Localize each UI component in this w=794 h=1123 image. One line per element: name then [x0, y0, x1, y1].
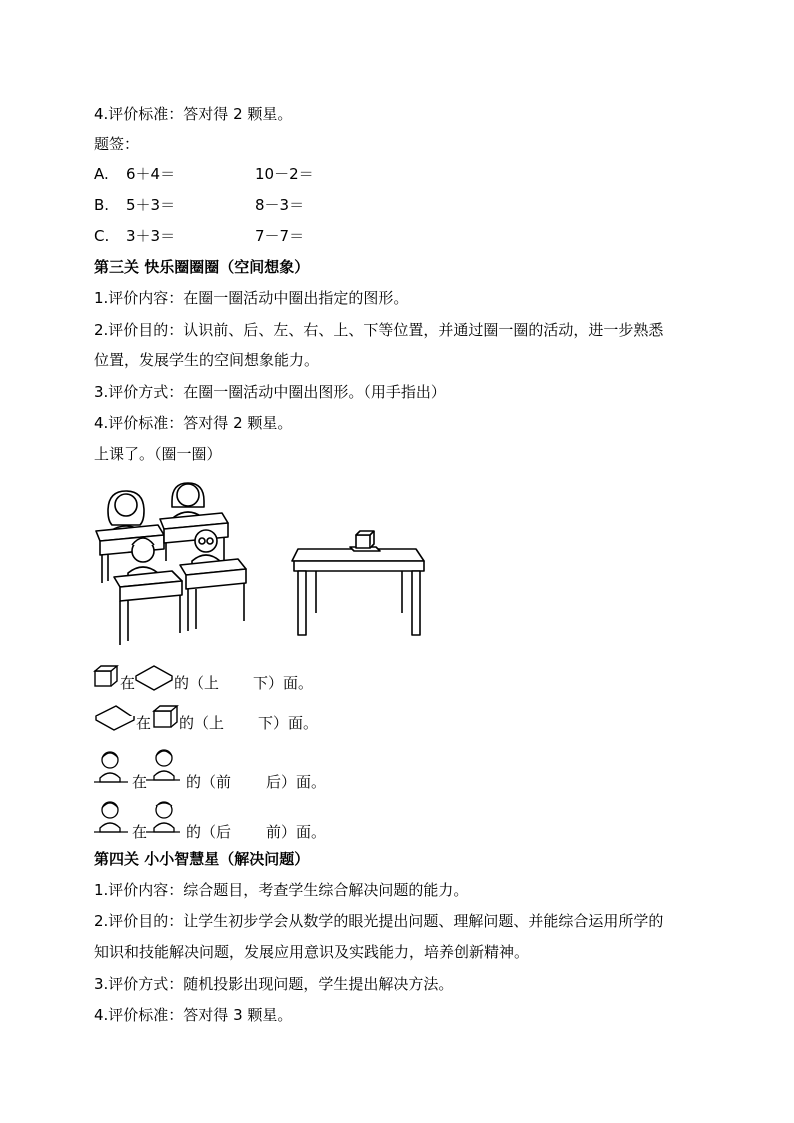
question-letter: B.: [94, 196, 110, 214]
question-label: 题签：: [94, 135, 140, 153]
position-text-a: 在: [136, 714, 152, 732]
question-left: 6＋4＝: [126, 165, 176, 183]
question-right: 10－2＝: [255, 165, 314, 183]
position-text-b: 的（前: [186, 773, 232, 791]
classroom-illustration: [88, 473, 428, 648]
eval-purpose: 2.评价目的：让学生初步学会从数学的眼光提出问题、理解问题、并能综合运用所学的: [94, 912, 664, 930]
eval-criteria: 4.评价标准：答对得 2 颗星。: [94, 414, 293, 432]
question-row-a: [94, 164, 314, 184]
student-boy-icon: [146, 800, 182, 836]
book-icon: [134, 664, 174, 688]
section-heading-4: 第四关 小小智慧星（解决问题）: [94, 850, 310, 868]
position-text-b: 的（上: [174, 674, 220, 692]
eval-method: 3.评价方式：在圈一圈活动中圈出图形。（用手指出）: [94, 383, 446, 401]
question-right: 7－7＝: [255, 227, 305, 245]
student-girl-icon: [94, 750, 130, 786]
book-icon: [94, 704, 136, 732]
question-letter: A.: [94, 165, 109, 183]
eval-content: 1.评价内容：在圈一圈活动中圈出指定的图形。: [94, 289, 409, 307]
student-girl-icon: [94, 800, 130, 836]
question-row-b: [94, 195, 305, 215]
criteria-line: 4.评价标准：答对得 2 颗星。: [94, 105, 293, 123]
position-text-c: 前）面。: [266, 823, 327, 841]
position-text-c: 后）面。: [266, 773, 327, 791]
eval-purpose-cont: 位置，发展学生的空间想象能力。: [94, 351, 320, 369]
position-text-a: 在: [132, 773, 148, 791]
position-text-c: 下）面。: [258, 714, 319, 732]
cube-icon: [153, 705, 179, 729]
position-text-c: 下）面。: [253, 674, 314, 692]
position-text-b: 的（上: [179, 714, 225, 732]
question-letter: C.: [94, 227, 110, 245]
position-text-b: 的（后: [186, 823, 232, 841]
eval-content: 1.评价内容：综合题目，考查学生综合解决问题的能力。: [94, 881, 469, 899]
eval-purpose: 2.评价目的：认识前、后、左、右、上、下等位置，并通过圈一圈的活动，进一步熟悉: [94, 321, 664, 339]
question-left: 5＋3＝: [126, 196, 176, 214]
question-right: 8－3＝: [255, 196, 305, 214]
question-row-c: [94, 226, 305, 246]
position-text-a: 在: [120, 674, 136, 692]
question-left: 3＋3＝: [126, 227, 176, 245]
eval-criteria: 4.评价标准：答对得 3 颗星。: [94, 1006, 293, 1024]
cube-icon: [94, 665, 120, 687]
section-heading-3: 第三关 快乐圈圈圈（空间想象）: [94, 258, 310, 276]
eval-method: 3.评价方式：随机投影出现问题，学生提出解决方法。: [94, 975, 454, 993]
class-prompt: 上课了。（圈一圈）: [94, 445, 222, 463]
student-girl-icon: [146, 748, 182, 784]
position-text-a: 在: [132, 823, 148, 841]
eval-purpose-cont: 知识和技能解决问题，发展应用意识及实践能力，培养创新精神。: [94, 943, 530, 961]
